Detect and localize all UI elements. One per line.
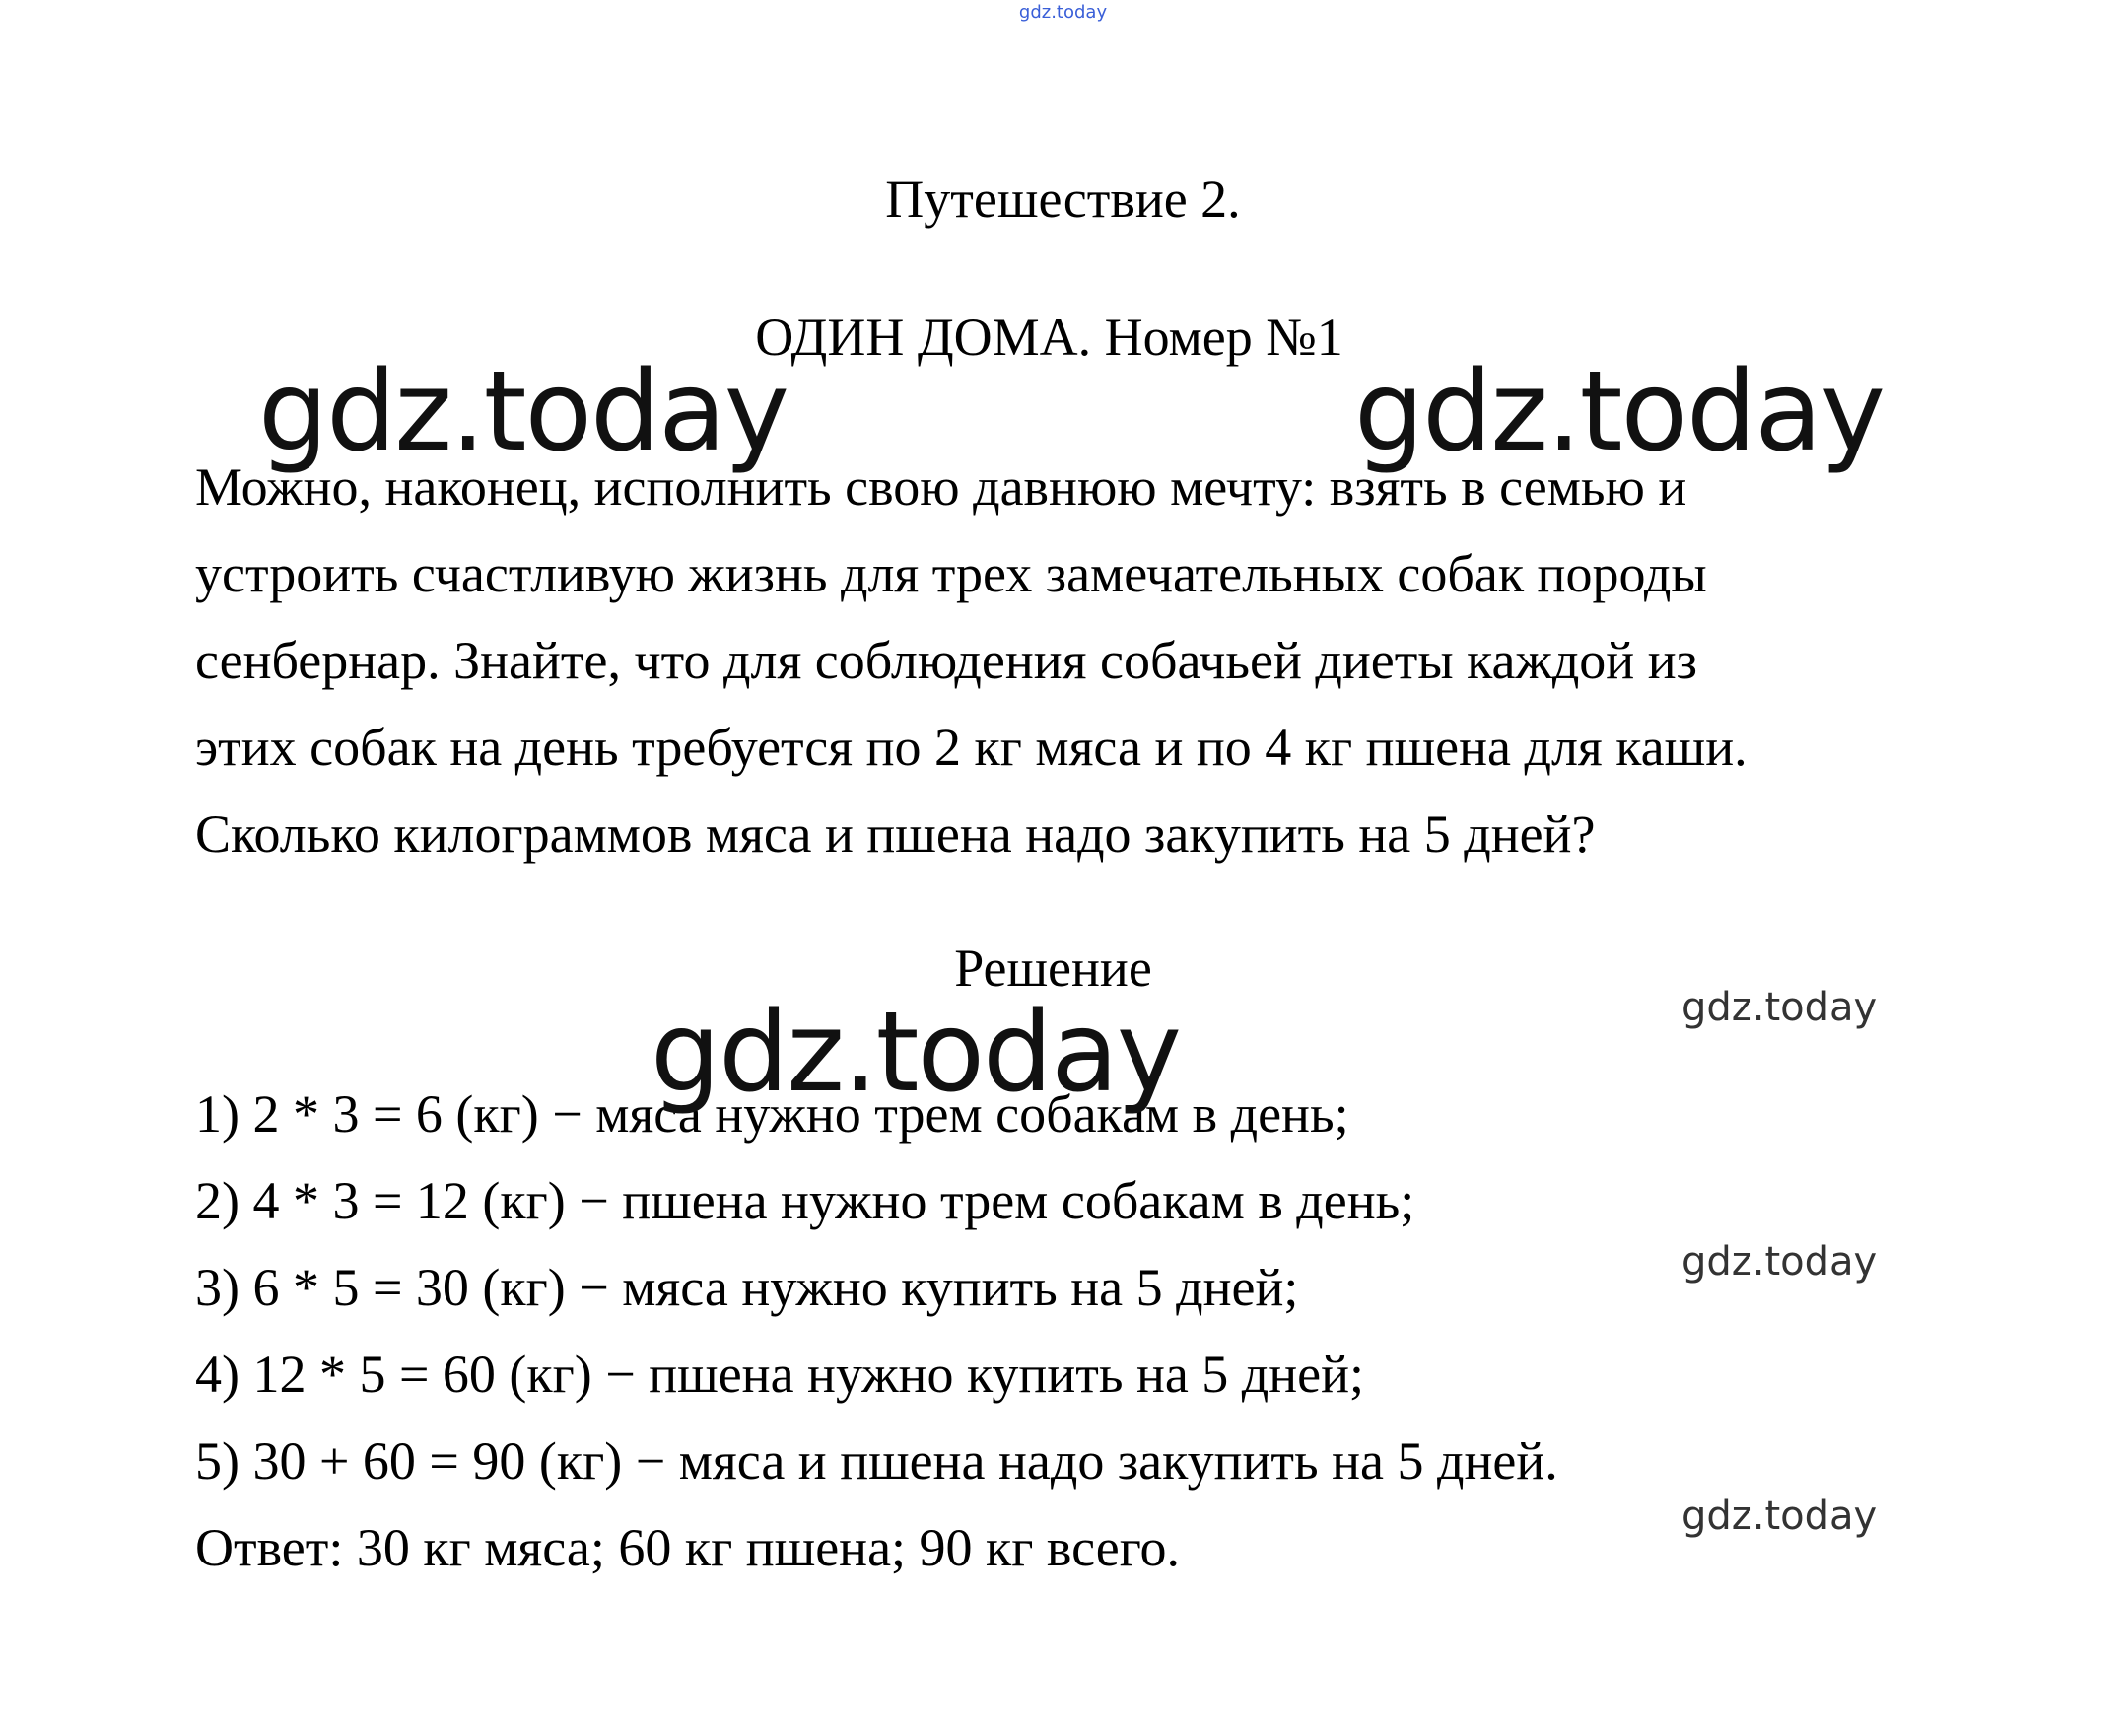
problem-line: этих собак на день требуется по 2 кг мяса и по 4 кг пшена для каши. — [195, 718, 1748, 777]
solution-step: 1) 2 * 3 = 6 (кг) − мяса нужно трем собакам в день; — [195, 1084, 1349, 1144]
problem-line: Сколько килограммов мяса и пшена надо закупить на 5 дней? — [195, 804, 1596, 864]
solution-step: 3) 6 * 5 = 30 (кг) − мяса нужно купить на 5 дней; — [195, 1258, 1299, 1317]
solution-step: 2) 4 * 3 = 12 (кг) − пшена нужно трем собакам в день; — [195, 1171, 1415, 1230]
watermark-small: gdz.today — [1681, 1493, 1878, 1539]
problem-line: устроить счастливую жизнь для трех замечательных собак породы — [195, 544, 1707, 603]
watermark-big-right: gdz.today — [1354, 348, 1885, 476]
problem-text — [195, 444, 2068, 877]
solution-heading: Решение — [954, 938, 1152, 998]
watermark-small: gdz.today — [1681, 985, 1878, 1030]
solution-step: 5) 30 + 60 = 90 (кг) − мяса и пшена надо закупить на 5 дней. — [195, 1431, 1558, 1491]
problem-line: сенбернар. Знайте, что для соблюдения собачьей диеты каждой из — [195, 631, 1697, 690]
problem-subtitle: ОДИН ДОМА. Номер №1 — [755, 308, 1343, 367]
page-title: Путешествие 2. — [885, 170, 1241, 229]
watermark-small: gdz.today — [1681, 1239, 1878, 1285]
watermark-big-center: gdz.today — [651, 989, 1181, 1117]
problem-line: Можно, наконец, исполнить свою давнюю мечту: взять в семью и — [195, 457, 1687, 517]
answer-line: Ответ: 30 кг мяса; 60 кг пшена; 90 кг всего. — [195, 1518, 1180, 1577]
top-watermark: gdz.today — [1018, 2, 1108, 23]
solution-step: 4) 12 * 5 = 60 (кг) − пшена нужно купить на 5 дней; — [195, 1345, 1365, 1404]
watermark-big-left: gdz.today — [258, 348, 789, 476]
